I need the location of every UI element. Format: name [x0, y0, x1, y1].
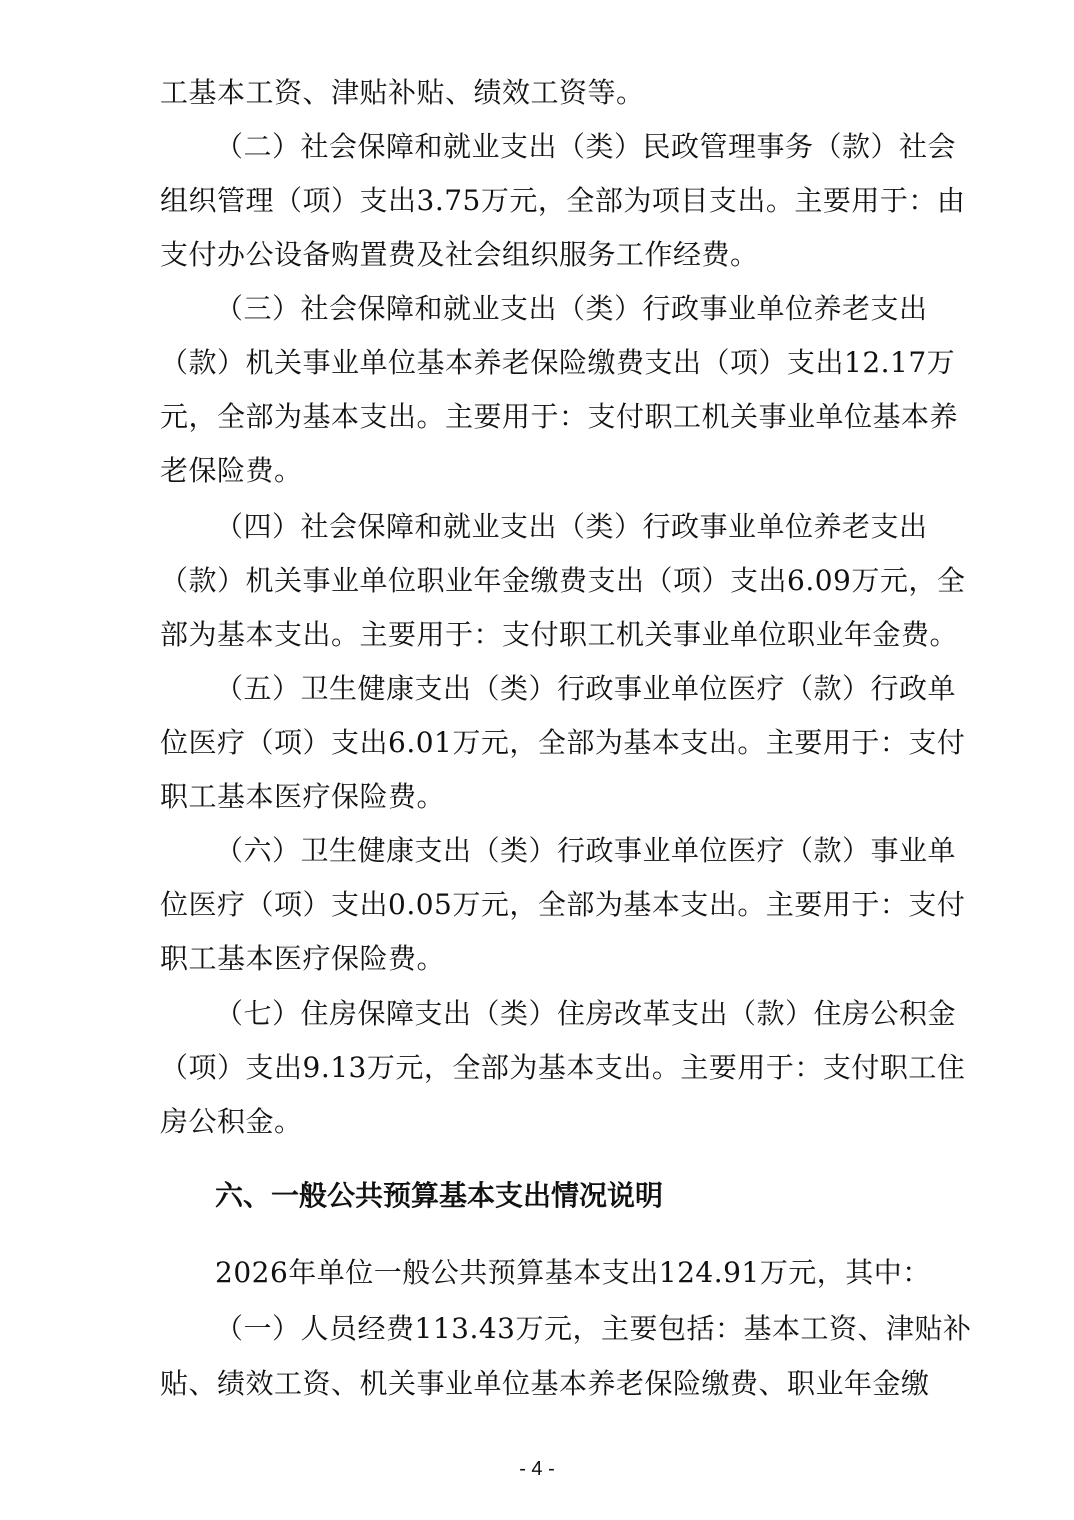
paragraph-line: 老保险费。 [160, 454, 303, 487]
paragraph-line: （三）社会保障和就业支出（类）行政事业单位养老支出 [215, 292, 928, 325]
paragraph-line: （五）卫生健康支出（类）行政事业单位医疗（款）行政单 [215, 672, 957, 705]
paragraph-line: （六）卫生健康支出（类）行政事业单位医疗（款）事业单 [215, 834, 957, 867]
page-number: - 4 - [519, 1458, 555, 1480]
paragraph-line: 职工基本医疗保险费。 [160, 780, 446, 813]
section-heading: 六、一般公共预算基本支出情况说明 [215, 1179, 664, 1212]
paragraph-line: 部为基本支出。主要用于：支付职工机关事业单位职业年金费。 [160, 618, 959, 651]
paragraph-line: 元，全部为基本支出。主要用于：支付职工机关事业单位基本养 [160, 400, 959, 433]
paragraph-line: 组织管理（项）支出3.75万元，全部为项目支出。主要用于：由 [160, 184, 966, 217]
paragraph-line: 支付办公设备购置费及社会组织服务工作经费。 [160, 238, 759, 271]
paragraph-line: 2026年单位一般公共预算基本支出124.91万元，其中： [215, 1256, 931, 1289]
paragraph-line: （款）机关事业单位职业年金缴费支出（项）支出6.09万元，全 [160, 564, 966, 597]
paragraph-line: 位医疗（项）支出0.05万元，全部为基本支出。主要用于：支付 [160, 888, 966, 921]
paragraph-line: 贴、绩效工资、机关事业单位基本养老保险缴费、职业年金缴 [160, 1367, 930, 1400]
paragraph-line: （四）社会保障和就业支出（类）行政事业单位养老支出 [215, 510, 928, 543]
paragraph-line: 职工基本医疗保险费。 [160, 942, 446, 975]
paragraph-line: 工基本工资、津贴补贴、绩效工资等。 [160, 76, 645, 109]
paragraph-line: 房公积金。 [160, 1105, 303, 1138]
paragraph-line: （项）支出9.13万元，全部为基本支出。主要用于：支付职工住 [160, 1051, 966, 1084]
paragraph-line: （一）人员经费113.43万元，主要包括：基本工资、津贴补 [215, 1312, 972, 1345]
paragraph-line: （二）社会保障和就业支出（类）民政管理事务（款）社会 [215, 130, 957, 163]
paragraph-line: （七）住房保障支出（类）住房改革支出（款）住房公积金 [215, 997, 957, 1030]
paragraph-line: 位医疗（项）支出6.01万元，全部为基本支出。主要用于：支付 [160, 726, 966, 759]
paragraph-line: （款）机关事业单位基本养老保险缴费支出（项）支出12.17万 [160, 346, 956, 379]
